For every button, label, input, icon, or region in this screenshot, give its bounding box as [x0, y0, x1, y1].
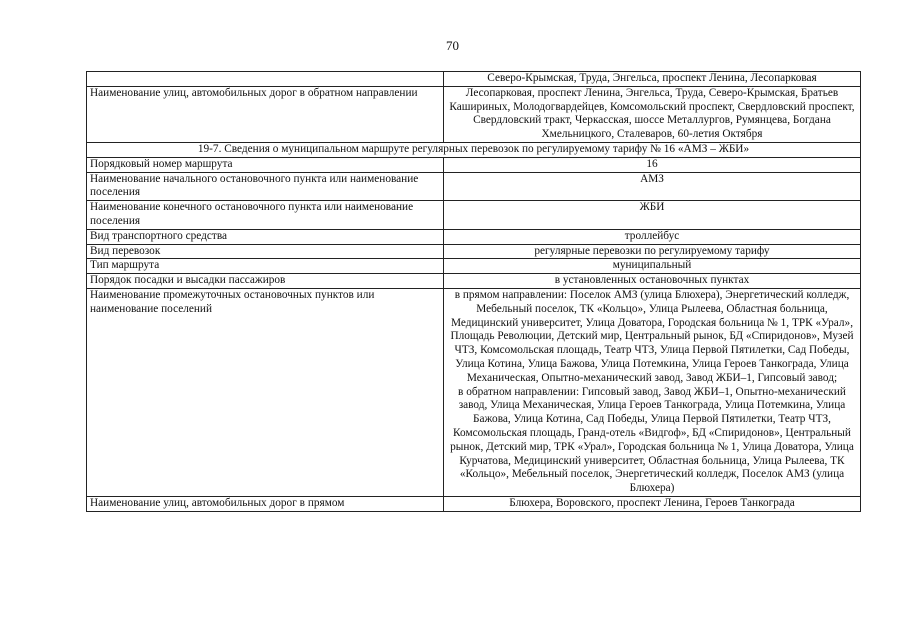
- row-label: Тип маршрута: [87, 259, 444, 274]
- row-label: Наименование улиц, автомобильных дорог в обратном направлении: [87, 86, 444, 142]
- row-value: муниципальный: [444, 259, 861, 274]
- table-row: [87, 201, 861, 230]
- row-value: Лесопарковая, проспект Ленина, Энгельса, Труда, Северо-Крымская, Братьев Кашириных, Молодогвардейцев, Комсомольский проспект, Свердловский проспект, Свердловский тракт, Черкасская, шоссе Металлургов, Румянцева, Богдана Хмельницкого, Сталеваров, 60-летия Октября: [444, 86, 861, 142]
- row-label: Порядок посадки и высадки пассажиров: [87, 274, 444, 289]
- row-value: 16: [444, 157, 861, 172]
- row-value: Северо-Крымская, Труда, Энгельса, проспект Ленина, Лесопарковая: [444, 72, 861, 87]
- row-label: Вид транспортного средства: [87, 229, 444, 244]
- page-number: 70: [446, 38, 459, 53]
- table-row: [87, 157, 861, 172]
- row-value: ЖБИ: [444, 201, 861, 230]
- table-row: [87, 172, 861, 201]
- table-row: [87, 259, 861, 274]
- row-value: регулярные перевозки по регулируемому тарифу: [444, 244, 861, 259]
- section-header-row: [87, 142, 861, 157]
- row-label: Наименование конечного остановочного пункта или наименование поселения: [87, 201, 444, 230]
- table-row: [87, 229, 861, 244]
- table-row: [87, 274, 861, 289]
- row-value: в установленных остановочных пунктах: [444, 274, 861, 289]
- reverse-stops: в обратном направлении: Гипсовый завод, Завод ЖБИ–1, Опытно-механический завод, Улица Механическая, Улица Героев Танкограда, Улица Потемкина, Улица Бажова, Улица Котина, Сад Победы, Улица Первой Пятилетки, Театр ЧТЗ, Комсомольская площадь, Гранд-отель «Видгоф», БД «Спиридонов», Центральный рынок, Детский мир, ТРК «Урал», Городская больница № 1, Улица Доватора, Улица Курчатова, Медицинский университет, Областная больница, Улица Рылеева, ТК «Кольцо», Мебельный поселок, Энергетический колледж, Поселок АМЗ (улица Блюхера): [450, 385, 854, 495]
- row-value: АМЗ: [444, 172, 861, 201]
- row-label: [87, 72, 444, 87]
- row-label: Наименование начального остановочного пункта или наименование поселения: [87, 172, 444, 201]
- row-value: [444, 288, 861, 496]
- table-row: [87, 72, 861, 87]
- row-value: Блюхера, Воровского, проспект Ленина, Героев Танкограда: [444, 496, 861, 511]
- table-row: [87, 244, 861, 259]
- route-table: [86, 71, 861, 512]
- row-label: Вид перевозок: [87, 244, 444, 259]
- row-value: троллейбус: [444, 229, 861, 244]
- row-label: Порядковый номер маршрута: [87, 157, 444, 172]
- table-row: [87, 496, 861, 511]
- row-label: Наименование промежуточных остановочных пунктов или наименование поселений: [87, 288, 444, 496]
- section-title: 19-7. Сведения о муниципальном маршруте регулярных перевозок по регулируемому тарифу № 16 «АМЗ – ЖБИ»: [87, 142, 861, 157]
- forward-stops: в прямом направлении: Поселок АМЗ (улица Блюхера), Энергетический колледж, Мебельный поселок, ТК «Кольцо», Улица Рылеева, Областная больница, Медицинский университет, Улица Доватора, Городская больница № 1, ТРК «Урал», Площадь Революции, Детский мир, Центральный рынок, БД «Спиридонов», Музей ЧТЗ, Комсомольская площадь, Театр ЧТЗ, Улица Первой Пятилетки, Сад Победы, Улица Котина, Улица Бажова, Улица Потемкина, Улица Героев Танкограда, Улица Механическая, Опытно-механический завод, Завод ЖБИ–1, Гипсовый завод;: [450, 288, 854, 384]
- table-row: [87, 86, 861, 142]
- table-row: [87, 288, 861, 496]
- row-label: Наименование улиц, автомобильных дорог в прямом: [87, 496, 444, 511]
